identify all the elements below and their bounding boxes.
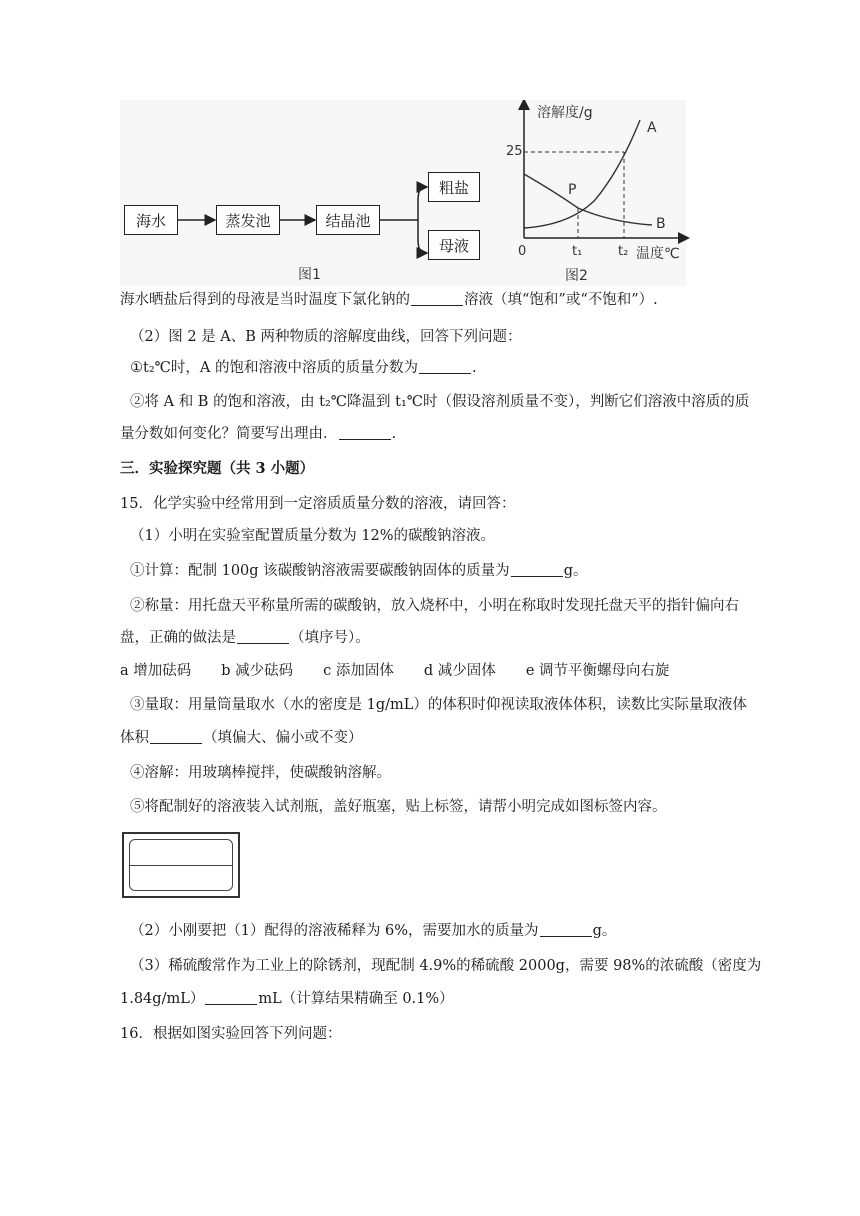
flow-arrows [120,160,490,270]
reagent-label-figure [122,832,240,898]
answer-blank [339,425,391,440]
box-crystallization-pond: 结晶池 [316,205,380,235]
box-crude-salt: 粗盐 [428,172,480,202]
option-d: d 减少固体 [423,663,496,679]
series-a-label: A [647,120,657,136]
answer-blank [511,562,563,577]
question-2-part-1: ①t₂℃时，A 的饱和溶液中溶质的质量分数为 . [130,360,477,376]
section-heading: 三．实验探究题（共 3 小题） [120,460,315,477]
step-measure: ③量取：用量筒量取水（水的密度是 1g/mL）的体积时仰视读取液体体积，读数比实际量取液体 [130,697,747,713]
question-15-part-3: （3）稀硫酸常作为工业上的除锈剂，现配制 4.9%的稀硫酸 2000g，需要 98%的浓硫酸（密度为 [130,958,762,974]
x-tick-t2: t₂ [618,244,629,259]
question-2-intro: （2）图 2 是 A、B 两种物质的溶解度曲线，回答下列问题： [130,329,522,345]
option-a: a 增加砝码 [120,663,192,679]
question-15-part-1: （1）小明在实验室配置质量分数为 12%的碳酸钠溶液。 [130,528,496,544]
box-mother-liquor: 母液 [428,230,480,260]
figure-1-caption: 图1 [298,267,321,283]
step-weigh: ②称量：用托盘天平称量所需的碳酸钠，放入烧杯中，小明在称取时发现托盘天平的指针偏向右 [130,598,739,614]
curve-b [524,174,652,225]
question-15-part-3-cont: 1.84g/mL） mL（计算结果精确至 0.1%） [120,991,454,1007]
answer-blank [419,359,471,374]
mother-liquor-question: 海水晒盐后得到的母液是当时温度下氯化钠的 溶液（填“饱和”或“不饱和”）. [120,292,658,308]
question-2-part-2-cont: 量分数如何变化？简要写出理由． . [120,426,397,442]
step-dissolve: ④溶解：用玻璃棒搅拌，使碳酸钠溶解。 [130,765,391,781]
answer-blank [540,922,592,937]
y-tick-25: 25 [506,144,523,159]
question-2-part-2: ②将 A 和 B 的饱和溶液，由 t₂℃降温到 t₁℃时（假设溶剂质量不变），判断它们溶液中溶质的质 [130,394,750,410]
step-measure-cont: 体积 （填偏大、偏小或不变） [120,730,363,746]
step-weigh-cont: 盘，正确的做法是 （填序号）。 [120,630,370,646]
answer-blank [205,990,257,1005]
curve-a [524,120,640,228]
y-axis-label: 溶解度/g [537,105,593,121]
x-axis-label: 温度℃ [636,246,680,262]
option-b: b 减少砝码 [221,663,294,679]
figure-2-caption: 图2 [565,268,588,284]
step-calculate: ①计算：配制 100g 该碳酸钠溶液需要碳酸钠固体的质量为 g。 [130,563,588,579]
step-label: ⑤将配制好的溶液装入试剂瓶，盖好瓶塞，贴上标签，请帮小明完成如图标签内容。 [130,799,667,815]
option-c: c 添加固体 [323,663,394,679]
question-15-title: 15．化学实验中经常用到一定溶质质量分数的溶液，请回答： [120,496,516,512]
origin-label: 0 [518,244,527,259]
question-16-title: 16．根据如图实验回答下列问题： [120,1026,342,1042]
series-b-label: B [656,216,666,232]
box-seawater: 海水 [124,205,178,235]
answer-blank [237,629,289,644]
option-e: e 调节平衡螺母向右旋 [525,663,670,679]
answer-blank [150,729,202,744]
x-tick-t1: t₁ [572,244,583,259]
weigh-options [120,661,670,681]
box-evaporation-pond: 蒸发池 [216,205,280,235]
point-p-label: P [568,182,577,198]
answer-blank [411,291,463,306]
question-15-part-2: （2）小刚要把（1）配得的溶液稀释为 6%，需要加水的质量为 g。 [130,923,617,939]
